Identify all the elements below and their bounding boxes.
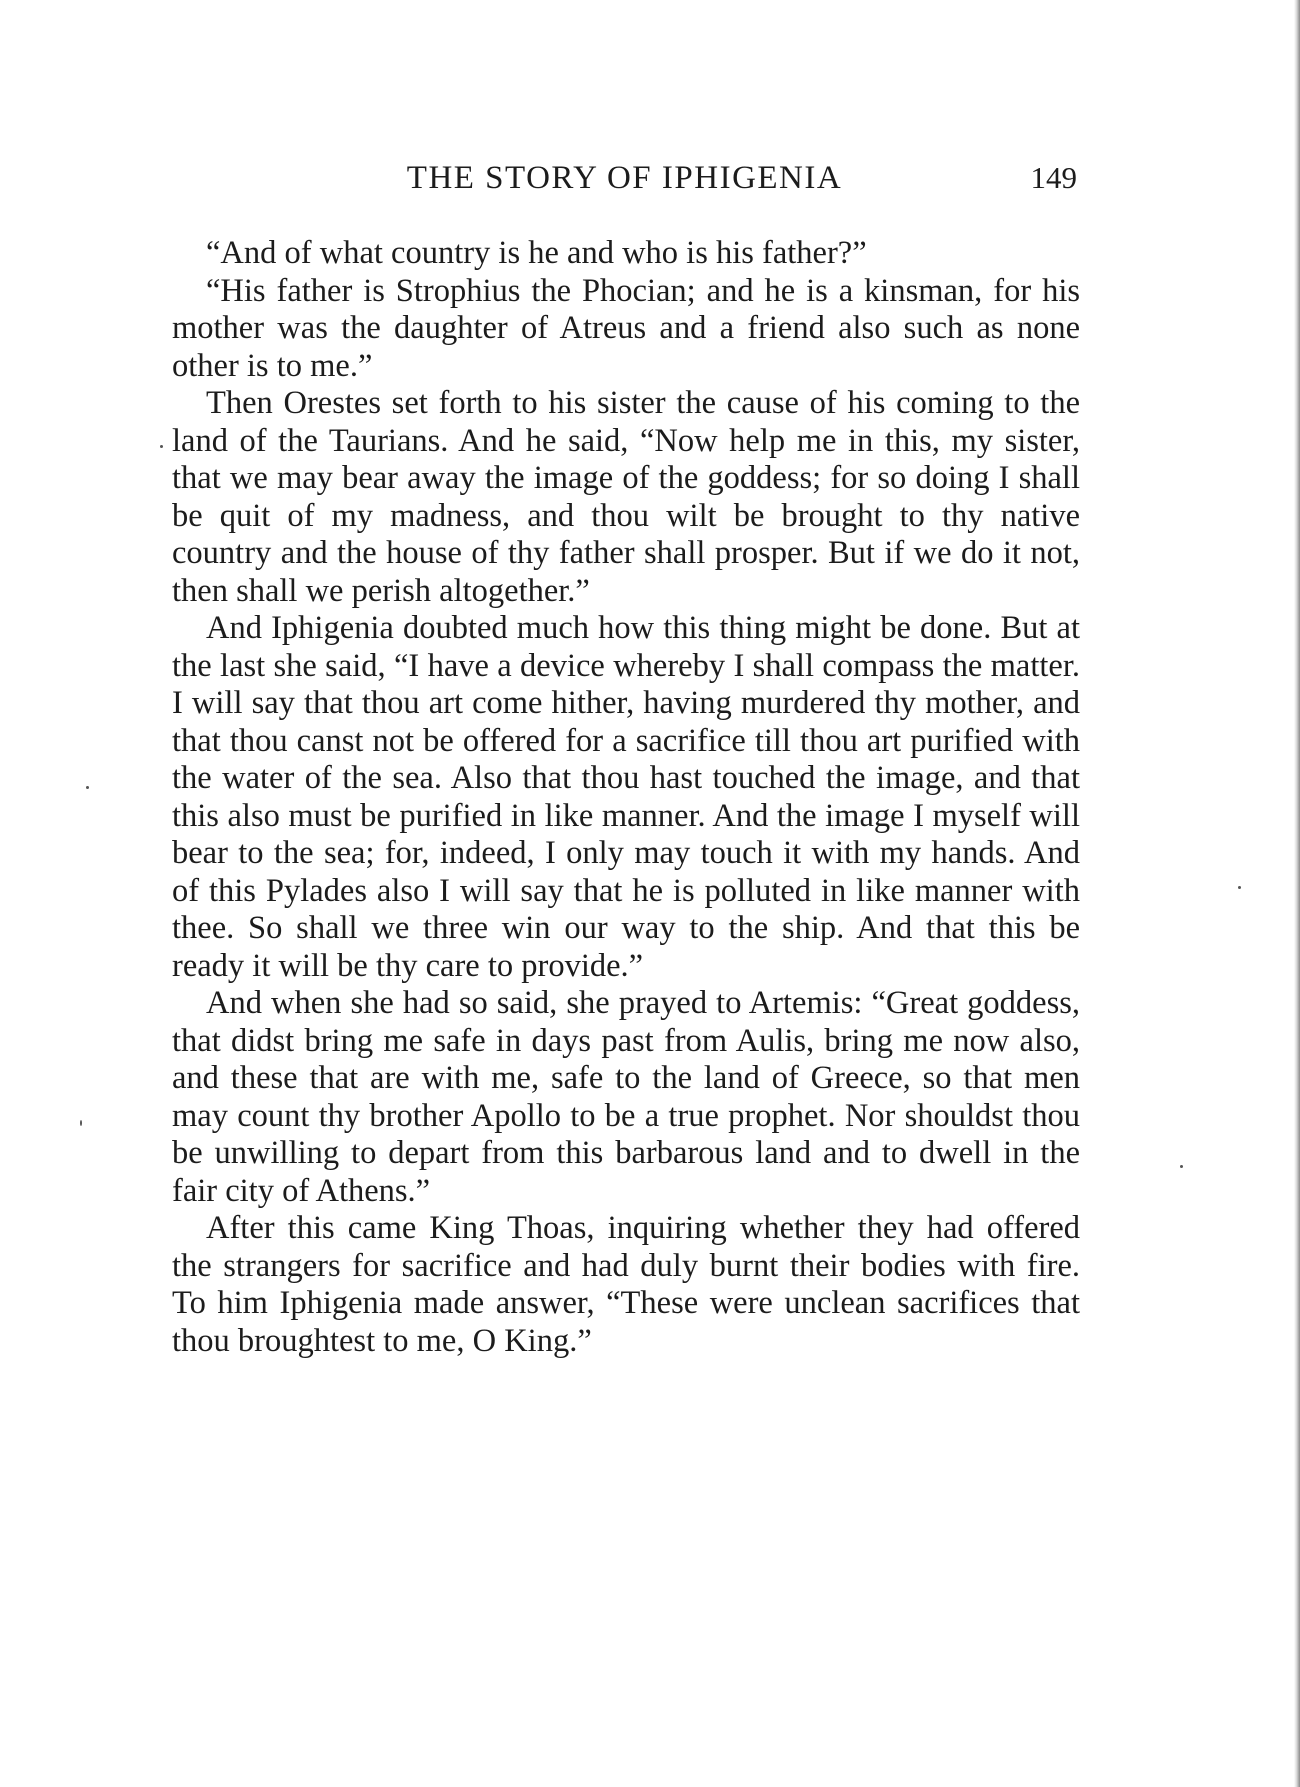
scan-speck [80,1120,82,1126]
paragraph: “And of what country is he and who is his father?” [206,235,867,271]
scan-speck [1180,1165,1183,1168]
page-number: 149 [1030,160,1077,195]
running-header [172,160,1077,208]
paragraph: And Iphigenia doubted much how this thing might be done. But at the last she said, “I have a device whereby I shall compass the matter. I will say that thou art come hither, having murdered thy mother, and that thou canst not be offered for a sacrifice till thou art purified with the water of the sea. Also that thou hast touched the image, and that this also must be purified in like manner. And the image I myself will bear to the sea; for, indeed, I only may touch it with my hands. And of this Pylades also I will say that he is polluted in like manner with thee. So shall we three win our way to the ship. And that this be ready it will be thy care to provide.” [172,610,1080,984]
scan-speck [1238,886,1241,889]
paragraph: “His father is Strophius the Phocian; and he is a kinsman, for his mother was the daughter of Atreus and a friend also such as none other is to me.” [172,272,1080,384]
page-edge-shadow [1294,0,1300,1787]
scan-speck [160,445,163,448]
paragraph: Then Orestes set forth to his sister the cause of his coming to the land of the Taurians. And he said, “Now help me in this, my sister, that we may bear away the image of the goddess; for so doing I shall be quit of my madness, and thou wilt be brought to thy native country and the house of thy father shall prosper. But if we do it not, then shall we perish altogether.” [172,385,1080,609]
paragraph: And when she had so said, she prayed to Artemis: “Great goddess, that didst bring me safe in days past from Aulis, bring me now also, and these that are with me, safe to the land of Greece, so that men may count thy brother Apollo to be a true prophet. Nor shouldst thou be unwilling to depart from this barbarous land and to dwell in the fair city of Athens.” [172,985,1080,1209]
running-title: THE STORY OF IPHIGENIA [406,160,843,196]
scan-speck [86,786,89,789]
body-text [172,235,1080,1360]
paragraph: After this came King Thoas, inquiring whether they had offered the strangers for sacrifice and had duly burnt their bodies with fire. To him Iphigenia made answer, “These were unclean sacrifices that thou broughtest to me, O King.” [172,1210,1080,1359]
